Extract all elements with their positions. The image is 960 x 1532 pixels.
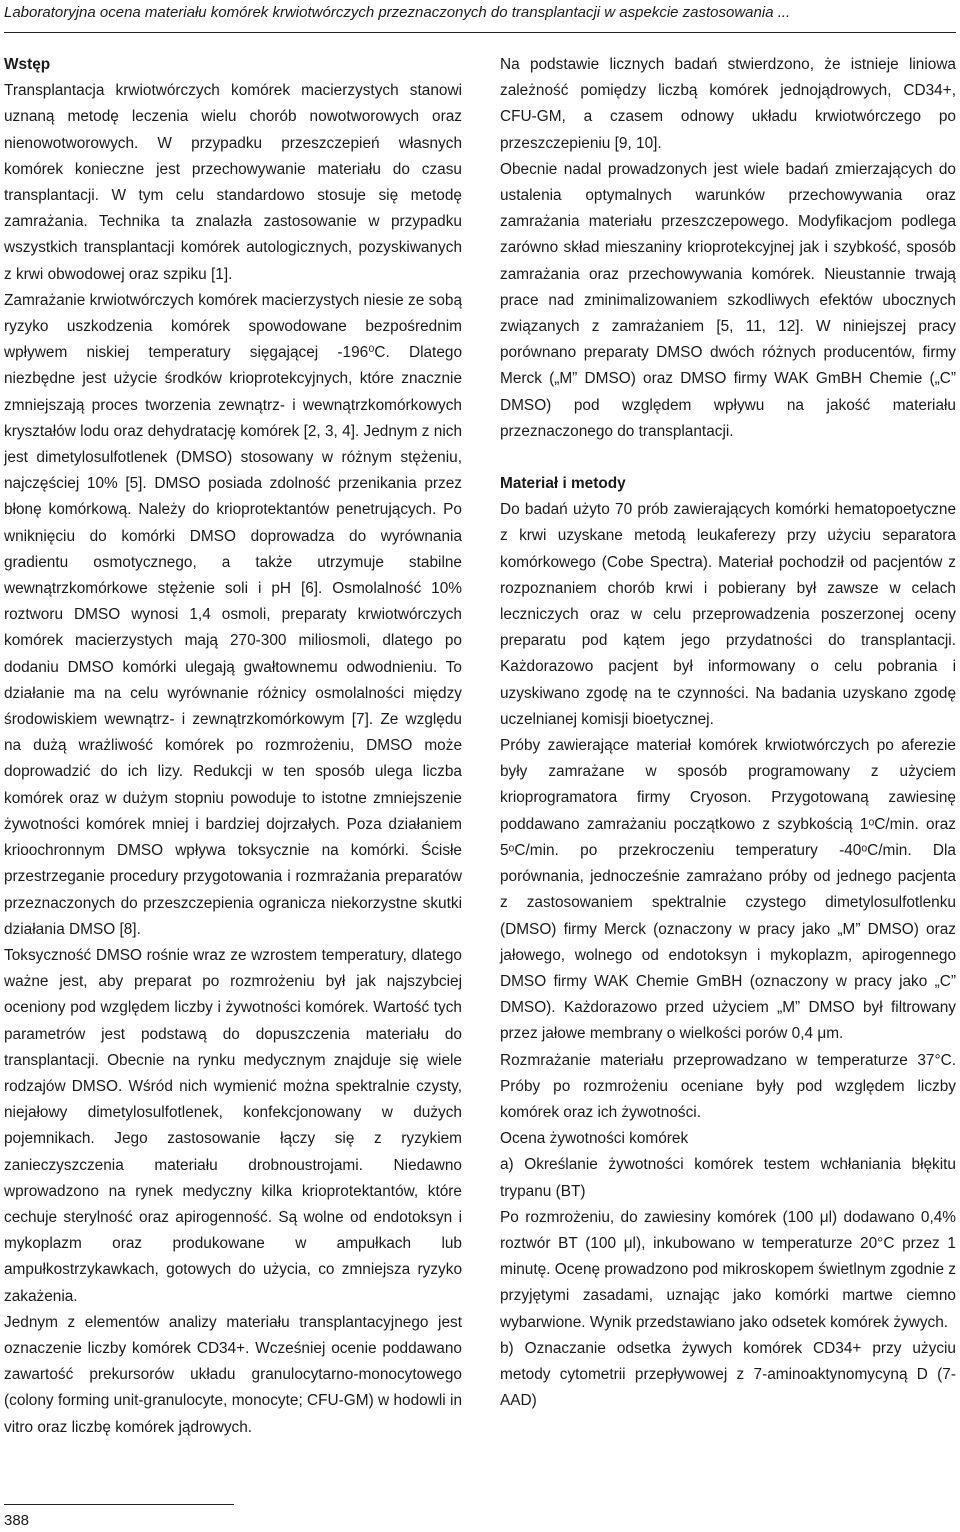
paragraph: a) Określanie żywotności komórek testem wchłaniania błękitu trypanu (BT) <box>500 1156 956 1200</box>
section-spacer <box>500 445 956 471</box>
paragraph: Toksyczność DMSO rośnie wraz ze wzrostem temperatury, dlatego ważne jest, aby preparat po rozmrożeniu był jak najszybciej oceniony pod względem liczby i żywotności komórek. Wartość tych parametrów jest podstawą do dopuszczenia materiału do transplantacji. Obecnie na rynku medycznym znajduje się wiele rodzajów DMSO. Wśród nich wymienić można spektralnie czysty, niejałowy dimetylosulfotlenek, konfekcjonowany w dużych pojemnikach. Jego zastosowanie łączy się z ryzykiem zanieczyszczenia materiału drobnoustrojami. Niedawno wprowadzono na rynek medyczny kilka krioprotektantów, które cechuje sterylność oraz apirogenność. Są wolne od endotoksyn i mykoplazm oraz produkowane w ampułkach lub ampułkostrzykawkach, gotowych do użycia, co zmniejsza ryzyko zakażenia. <box>4 946 462 1305</box>
paragraph: Próby zawierające materiał komórek krwiotwórczych po aferezie były zamrażane w sposób programowany z użyciem krioprogramatora firmy Cryoson. Przygotowaną zawiesinę poddawano zamrażaniu początkowo z szybkością 1ᵒC/min. oraz 5ᵒC/min. po przekroczeniu temperatury -40ᵒC/min. Dla porównania, jednocześnie zamrażano próby od jednego pacjenta z zastosowaniem spektralnie czystego dimetylosulfotlenku (DMSO) firmy Merck (oznaczony w pracy jako „M” DMSO) oraz jałowego, wolnego od endotoksyn i mykoplazm, apirogennego DMSO firmy WAK Chemie GmBH (oznaczony w pracy jako „C” DMSO). Każdorazowo przed użyciem „M” DMSO był filtrowany przez jałowe membrany o wielkości porów 0,4 μm. <box>500 737 956 1043</box>
left-column <box>4 52 462 1441</box>
paragraph: Do badań użyto 70 prób zawierających komórki hematopoetyczne z krwi uzyskane metodą leukaferezy przy użyciu separatora komórkowego (Cobe Spectra). Materiał pochodził od pacjentów z rozpoznaniem chorób krwi i pobierany był zawsze w celach leczniczych oraz w celu przeprowadzenia poszerzonej oceny preparatu pod kątem jego przydatności do transplantacji. Każdorazowo pacjent był informowany o celu pobrania i uzyskiwano zgodę na te czynności. Na badania uzyskano zgodę uczelnianej komisji bioetycznej. <box>500 501 956 728</box>
section-heading-introduction: Wstęp <box>4 56 51 73</box>
paragraph: Po rozmrożeniu, do zawiesiny komórek (100 μl) dodawano 0,4% roztwór BT (100 μl), inkubowano w temperaturze 20°C przez 1 minutę. Ocenę prowadzono pod mikroskopem świetlnym zgodnie z przyjętymi zasadami, uznając jako komórki martwe ciemno wybarwione. Wynik przedstawiano jako odsetek komórek żywych. <box>500 1208 956 1331</box>
running-header: Laboratoryjna ocena materiału komórek krwiotwórczych przeznaczonych do transplantacji w aspekcie zastosowania ... <box>4 4 791 21</box>
paragraph: Transplantacja krwiotwórczych komórek macierzystych stanowi uznaną metodę leczenia wielu chorób nowotworowych oraz nienowotworowych. W przypadku przeszczepień własnych komórek konieczne jest przechowywanie materiału do czasu transplantacji. W tym celu standardowo stosuje się metodę zamrażania. Technika ta znalazła zastosowanie w przypadku wszystkich transplantacji komórek autologicznych, pozyskiwanych z krwi obwodowej oraz szpiku [1]. <box>4 82 462 283</box>
paragraph: Rozmrażanie materiału przeprowadzano w temperaturze 37°C. Próby po rozmrożeniu oceniane były pod względem liczby komórek oraz ich żywotności. <box>500 1051 956 1121</box>
page-number: 388 <box>4 1512 30 1529</box>
paragraph: Jednym z elementów analizy materiału transplantacyjnego jest oznaczenie liczby komórek CD34+. Wcześniej ocenie poddawano zawartość prekursorów układu granulocytarno-monocytowego (colony forming unit-granulocyte, monocyte; CFU-GM) w hodowli in vitro oraz liczbę komórek jądrowych. <box>4 1313 462 1436</box>
footer-divider <box>4 1504 234 1505</box>
section-heading-methods: Materiał i metody <box>500 475 626 493</box>
paragraph: Na podstawie licznych badań stwierdzono, że istnieje liniowa zależność pomiędzy liczbą komórek jednojądrowych, CD34+, CFU-GM, a czasem odnowy układu krwiotwórczego po przeszczepieniu [9, 10]. <box>500 56 956 152</box>
paragraph: Zamrażanie krwiotwórczych komórek macierzystych niesie ze sobą ryzyko uszkodzenia komórek spowodowane bezpośrednim wpływem niskiej temperatury sięgającej -196⁰C. Dlatego niezbędne jest użycie środków krioprotekcyjnych, które znacznie zmniejszają proces tworzenia zewnątrz- i wewnątrzkomórkowych kryształów lodu oraz dehydratację komórek [2, 3, 4]. Jednym z nich jest dimetylosulfotlenek (DMSO) stosowany w różnym stężeniu, najczęściej 10% [5]. DMSO posiada zdolność przenikania przez błonę komórkową. Należy do krioprotektantów penetrujących. Po wniknięciu do komórki DMSO doprowadza do wyrównania gradientu osmotycznego, a także utrzymuje stabilne wewnątrzkomórkowe stężenie soli i pH [6]. Osmolalność 10% roztworu DMSO wynosi 1,4 osmoli, preparaty krwiotwórczych komórek macierzystych mają 270-300 miliosmoli, dlatego po dodaniu DMSO komórki ulegają gwałtownemu odwodnieniu. To działanie ma na celu wyrównanie różnicy osmolalności między środowiskiem wewnątrz- i zewnątrzkomórkowym [7]. Ze względu na dużą wrażliwość komórek po rozmrożeniu, DMSO może doprowadzić do ich lizy. Redukcji w ten sposób ulega liczba komórek oraz w dużym stopniu powoduje to istotne zmniejszenie żywotności komórek mniej i bardziej dojrzałych. Poza działaniem krioochronnym DMSO wpływa toksycznie na komórki. Ścisłe przestrzeganie procedury przygotowania i rozmrażania preparatów przeznaczonych do przeszczepienia ogranicza niekorzystne skutki działania DMSO [8]. <box>4 291 462 938</box>
subheading-viability: Ocena żywotności komórek <box>500 1130 689 1148</box>
right-column <box>500 52 956 1414</box>
paragraph: Obecnie nadal prowadzonych jest wiele badań zmierzających do ustalenia optymalnych warunków przechowywania oraz zamrażania materiału przeszczepowego. Modyfikacjom podlega zarówno skład mieszaniny krioprotekcyjnej jak i szybkość, sposób zamrażania oraz przechowywania komórek. Nieustannie trwają prace nad zminimalizowaniem szkodliwych efektów ubocznych związanych z zamrażaniem [5, 11, 12]. W niniejszej pracy porównano preparaty DMSO dwóch różnych producentów, firmy Merck („M” DMSO) oraz DMSO firmy WAK GmBH Chemie („C” DMSO) pod względem wpływu na jakość materiału przeznaczonego do transplantacji. <box>500 160 956 440</box>
header-divider <box>4 32 956 33</box>
paragraph: b) Oznaczanie odsetka żywych komórek CD34+ przy użyciu metody cytometrii przepływowej z 7-aminoaktynomycyną D (7-AAD) <box>500 1339 956 1410</box>
